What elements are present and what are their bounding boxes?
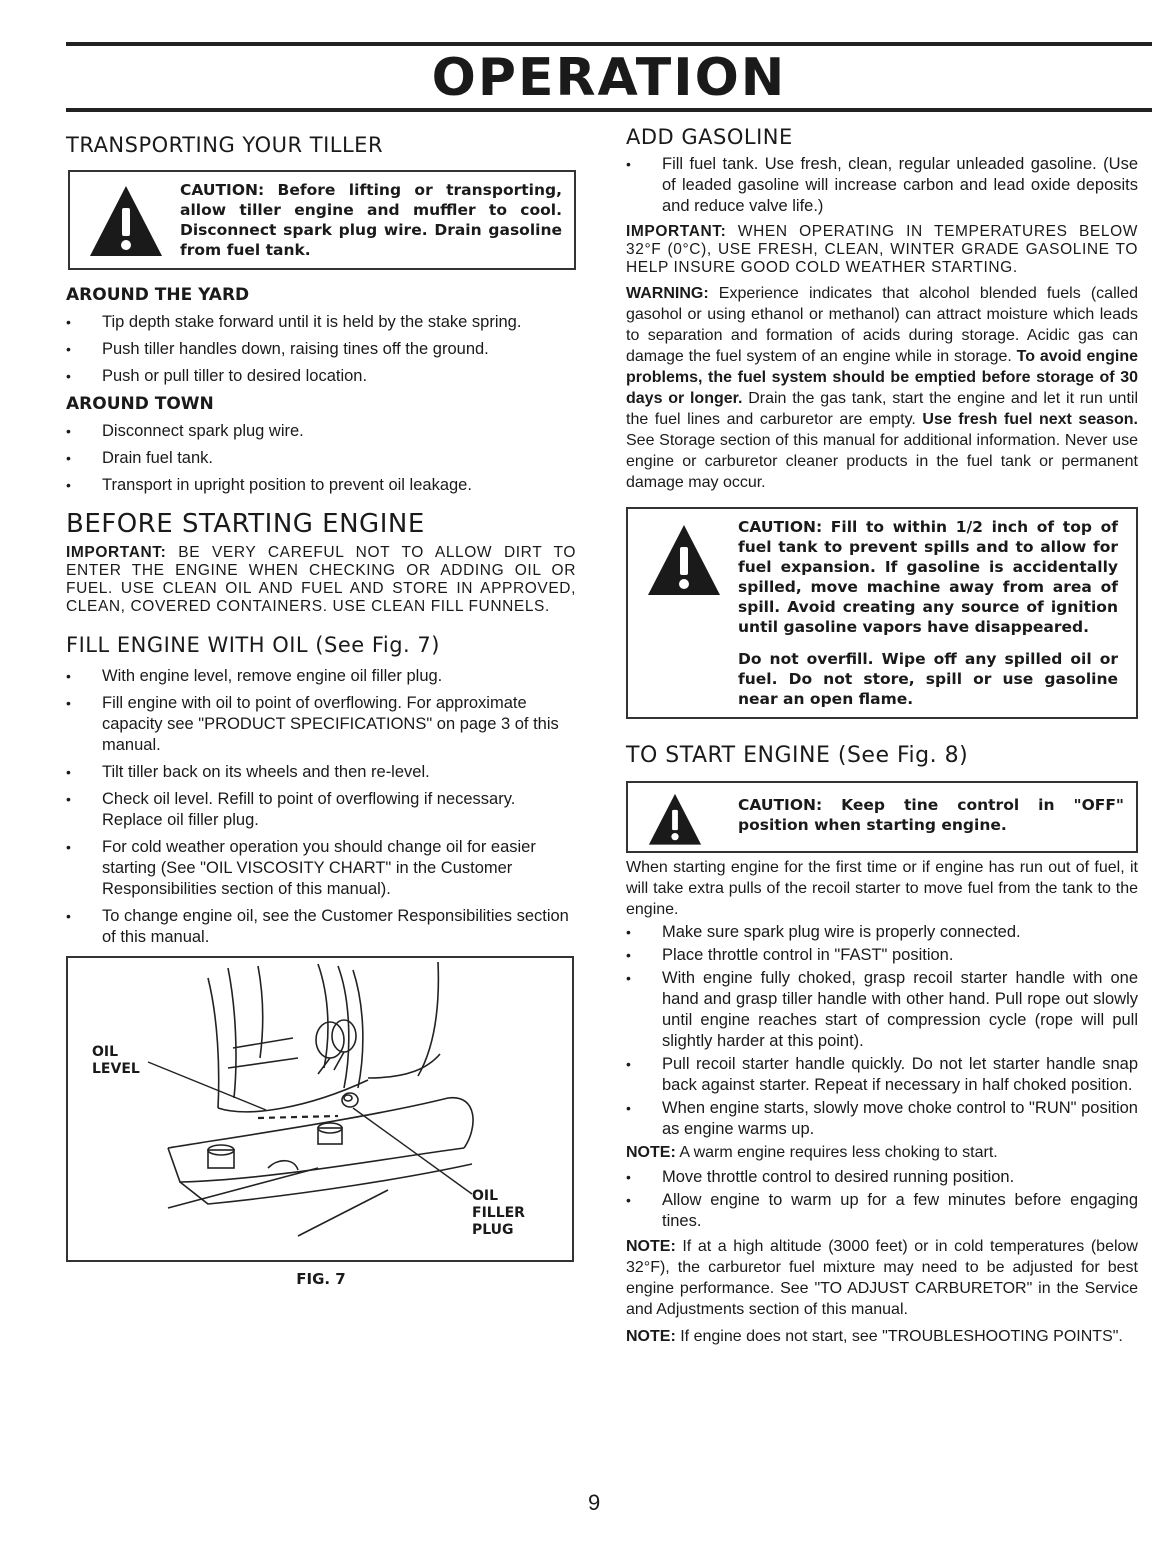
town-heading: AROUND TOWN <box>66 394 214 414</box>
start-steps-list <box>626 922 1138 1140</box>
list-item: • For cold weather operation you should change oil for easier starting (See "OIL VISCOSITY CHART" in the Customer Responsibilities section of this manual). <box>66 838 536 898</box>
list-item: • Drain fuel tank. <box>66 449 213 467</box>
list-item: • To change engine oil, see the Customer Responsibilities section of this manual. <box>66 907 569 946</box>
note-label: NOTE: <box>626 1328 676 1345</box>
list-item: • Push or pull tiller to desired location. <box>66 367 368 385</box>
fill-oil-heading: FILL ENGINE WITH OIL (See Fig. 7) <box>66 633 440 657</box>
warning-triangle-icon <box>86 182 166 262</box>
note-altitude: NOTE: If at a high altitude (3000 feet) or in cold temperatures (below 32°F), the carburetor fuel mixture may need to be adjusted for best engine performance. See "TO ADJUST CARBURETOR" in the Service and Adjustments section of this manual. <box>626 1238 1138 1318</box>
oil-level-label: OIL LEVEL <box>92 1044 140 1077</box>
gas-warning-text: WARNING: Experience indicates that alcohol blended fuels (called gasohol or using ethanol or methanol) can attract moisture which leads to separation and formation of acids during storage. Acidic gas can damage the fuel system of an engine while in storage. To avoid engine problems, the fuel system should be emptied before storage of 30 days or longer. Drain the gas tank, start the engine and let it run until the fuel lines and carburetor are empty. Use fresh fuel next season. See Storage section of this manual for additional information. Never use engine or carburetor cleaner products in the fuel tank or permanent damage may occur. <box>626 285 1139 491</box>
list-item: • Push tiller handles down, raising tines off the ground. <box>66 340 489 358</box>
note-label: NOTE: <box>626 1144 676 1161</box>
warning-triangle-icon <box>644 521 724 601</box>
title-rule <box>66 108 1152 112</box>
town-list <box>66 421 576 496</box>
yard-list <box>66 312 576 387</box>
note-label: NOTE: <box>626 1238 676 1255</box>
gas-important-text: IMPORTANT: WHEN OPERATING IN TEMPERATURES BELOW 32°F (0°C), USE FRESH, CLEAN, WINTER GRADE GASOLINE TO HELP INSURE GOOD COLD WEATHER STARTING. <box>626 223 1138 276</box>
list-item: • Allow engine to warm up for a few minutes before engaging tines. <box>626 1191 1138 1230</box>
list-item: • Tilt tiller back on its wheels and then re-level. <box>66 763 430 781</box>
right-column <box>626 122 1138 1347</box>
start-caution-text: CAUTION: Keep tine control in "OFF" position when starting engine. <box>738 796 1124 834</box>
start-engine-heading: TO START ENGINE (See Fig. 8) <box>626 743 969 768</box>
add-gasoline-list <box>626 154 1138 217</box>
add-gasoline-heading: ADD GASOLINE <box>626 125 793 149</box>
list-item: • Disconnect spark plug wire. <box>66 422 304 440</box>
list-item: • Make sure spark plug wire is properly connected. <box>626 923 1021 941</box>
list-item: • With engine level, remove engine oil filler plug. <box>66 667 443 685</box>
fuel-caution-text-2: Do not overfill. Wipe off any spilled oil or fuel. Do not store, spill or use gasoline near an open flame. <box>738 650 1118 708</box>
yard-heading: AROUND THE YARD <box>66 285 250 305</box>
start-caution-box <box>626 781 1138 853</box>
oil-filler-plug-label: OIL FILLER PLUG <box>472 1188 525 1238</box>
list-item: • Check oil level. Refill to point of overflowing if necessary. Replace oil filler plug. <box>66 790 516 829</box>
figure-7 <box>66 956 574 1262</box>
transport-caution-text: CAUTION: Before lifting or transporting, allow tiller engine and muffler to cool. Disconnect spark plug wire. Drain gasoline from fuel tank. <box>180 181 562 259</box>
left-column <box>66 122 576 1288</box>
figure-caption: FIG. 7 <box>296 1270 346 1288</box>
warning-triangle-icon <box>644 791 706 849</box>
note-troubleshooting: NOTE: If engine does not start, see "TROUBLESHOOTING POINTS". <box>626 1328 1123 1345</box>
list-item: • When engine starts, slowly move choke control to "RUN" position as engine warms up. <box>626 1099 1138 1138</box>
warmup-list <box>626 1167 1138 1232</box>
list-item: • Transport in upright position to prevent oil leakage. <box>66 476 472 494</box>
list-item: • Place throttle control in "FAST" position. <box>626 946 954 964</box>
page-number: 9 <box>588 1490 601 1515</box>
before-starting-heading: BEFORE STARTING ENGINE <box>66 509 425 539</box>
list-item: • With engine fully choked, grasp recoil starter handle with one hand and grasp tiller handle with other hand. Pull rope out slowly until engine reaches start of compression cycle (rope will pull slightly harder at this point). <box>626 969 1138 1050</box>
list-item: • Fill fuel tank. Use fresh, clean, regular unleaded gasoline. (Use of leaded gasoline will increase carbon and lead oxide deposits and reduce valve life.) <box>626 155 1138 215</box>
list-item: • Fill engine with oil to point of overflowing. For approximate capacity see "PRODUCT SPECIFICATIONS" on page 3 of this manual. <box>66 694 559 754</box>
transport-caution-box <box>68 170 576 270</box>
list-item: • Pull recoil starter handle quickly. Do not let starter handle snap back against starter. Repeat if necessary in half choked position. <box>626 1055 1138 1094</box>
warning-label: WARNING: <box>626 285 709 302</box>
top-rule <box>66 42 1152 46</box>
fuel-caution-box <box>626 507 1138 719</box>
fill-oil-list <box>66 666 576 948</box>
list-item: • Tip depth stake forward until it is held by the stake spring. <box>66 313 522 331</box>
transport-heading: TRANSPORTING YOUR TILLER <box>66 133 384 157</box>
start-intro-text: When starting engine for the first time or if engine has run out of fuel, it will take extra pulls of the recoil starter to move fuel from the tank to the engine. <box>626 859 1138 918</box>
note-warm-engine: NOTE: A warm engine requires less choking to start. <box>626 1144 998 1161</box>
before-important-text: IMPORTANT: BE VERY CAREFUL NOT TO ALLOW DIRT TO ENTER THE ENGINE WHEN CHECKING OR ADDING OIL OR FUEL. USE CLEAN OIL AND FUEL AND STORE IN APPROVED, CLEAN, COVERED CONTAINERS. USE CLEAN FILL FUNNELS. <box>66 544 576 615</box>
list-item: • Move throttle control to desired running position. <box>626 1168 1015 1186</box>
page-title: OPERATION <box>431 48 787 108</box>
fuel-caution-text: CAUTION: Fill to within 1/2 inch of top of fuel tank to prevent spills and to allow for fuel expansion. If gasoline is accidentally spilled, move machine away from area of spill. Avoid creating any source of ignition until gasoline vapors have disappeared. <box>738 518 1118 636</box>
important-label: IMPORTANT: <box>66 544 167 561</box>
important-label: IMPORTANT: <box>626 223 727 240</box>
